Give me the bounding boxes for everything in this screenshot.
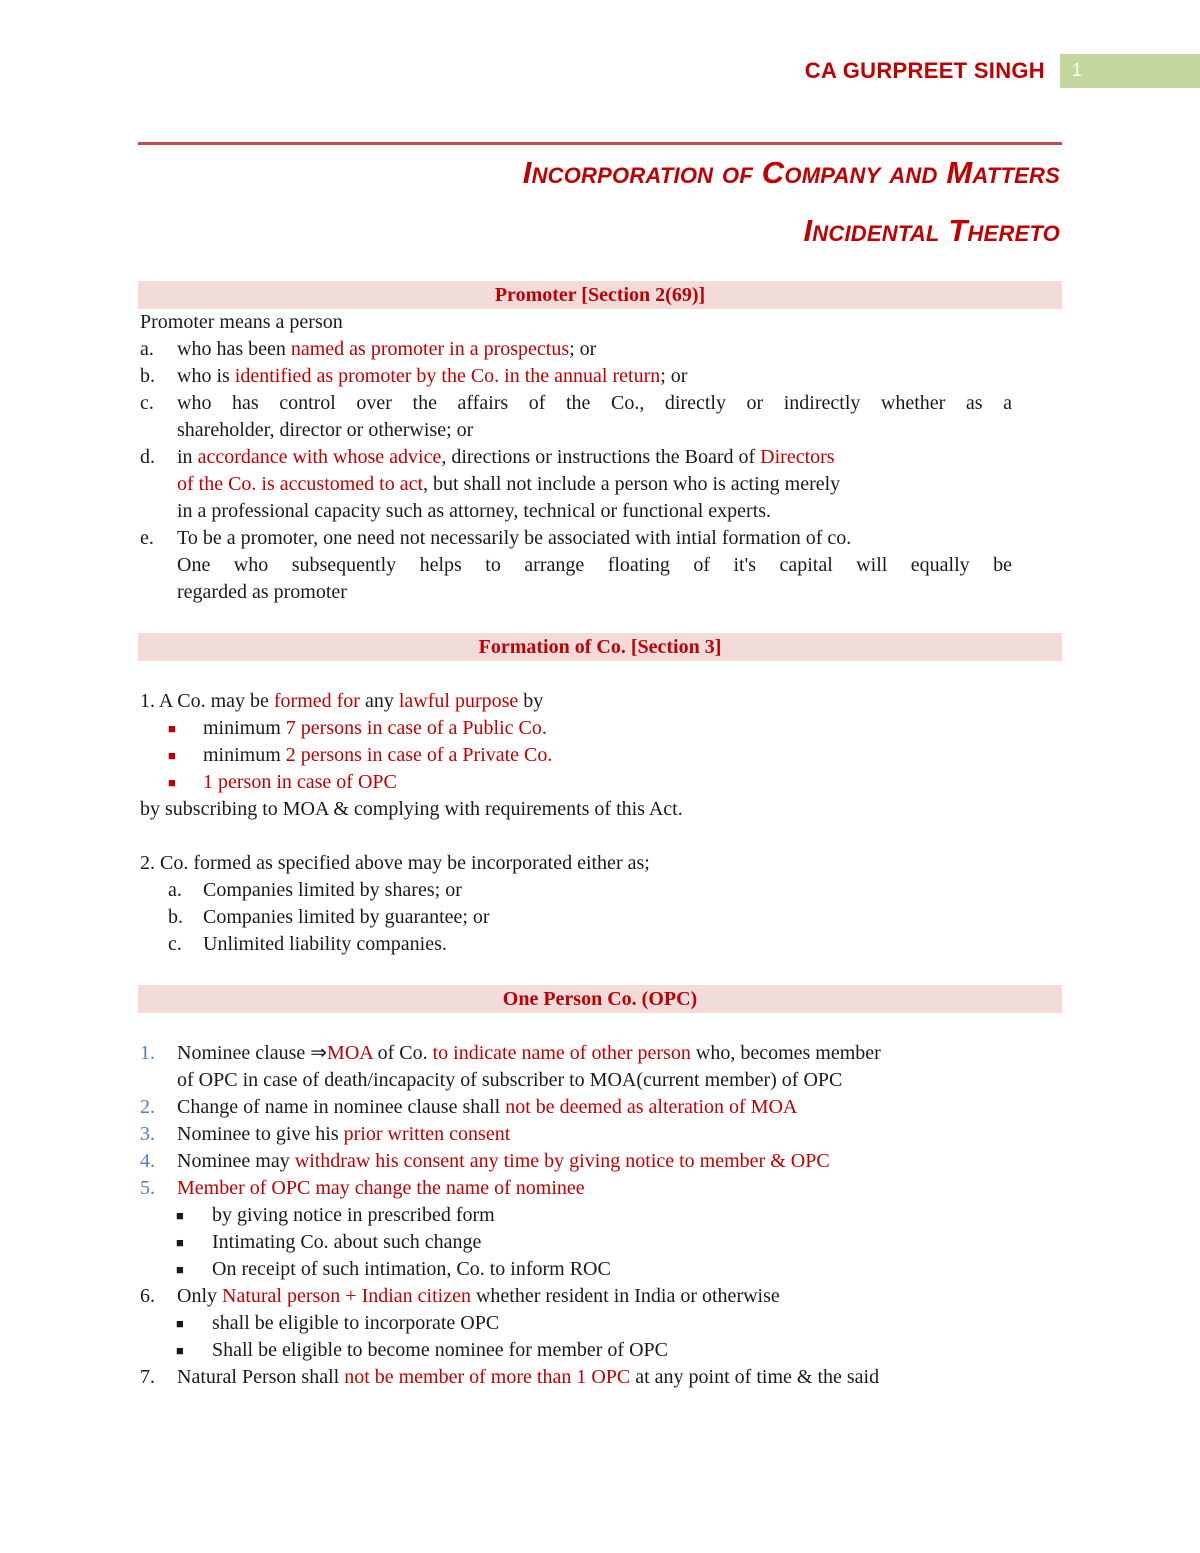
text-run-red: identified as promoter by the Co. in the annual return [234,365,661,387]
text-run: minimum [203,717,286,739]
bullet-text: by giving notice in prescribed form [212,1204,495,1226]
promoter-intro [140,309,1012,336]
text-run: whether resident in India or otherwise [470,1285,780,1307]
text-run: ; or [569,338,597,360]
item-text: One who subsequently helps to arrange floating of it's capital will equally be [177,554,1012,576]
header-author: CA GURPREET SINGH [804,58,1045,83]
text-run: at any point of time & the said [630,1366,880,1388]
text-run-red: of the Co. is accustomed to act [177,473,424,495]
item-text: shareholder, director or otherwise; or [177,419,474,441]
item-text [177,336,1012,363]
text-run-red: Directors [760,446,835,468]
text-run: Only [177,1285,222,1307]
item-number: 5. [140,1177,155,1199]
square-bullet-icon: ■ [176,1208,184,1223]
text-run-red: MOA [327,1042,373,1064]
promoter-item-d-cont2 [140,498,1012,525]
opc-item-6-bullet [140,1310,1060,1337]
text-run: who is [177,365,235,387]
square-bullet-icon: ■ [176,1316,184,1331]
item-marker: c. [168,933,182,955]
formation-bullet [140,769,1012,796]
item-number: 3. [140,1123,155,1145]
text-run: 2. Co. formed as specified above may be incorporated either as; [140,852,650,874]
text-run: minimum [203,744,286,766]
text-run-red: formed for [273,690,360,712]
formation-para-1-end [140,796,1012,823]
text-run: Nominee to give his [177,1123,344,1145]
text-run-red: accordance with whose advice [197,446,442,468]
item-marker: c. [140,392,154,414]
opc-item-4 [140,1148,1060,1175]
item-marker: a. [140,338,154,360]
square-bullet-icon: ■ [176,1343,184,1358]
promoter-item-a [140,336,1012,363]
formation-bullet [140,715,1012,742]
text-run: by [518,690,544,712]
text-run: who has been [177,338,291,360]
promoter-item-b [140,363,1012,390]
text-run-red: not be deemed as alteration of MOA [505,1096,798,1118]
page-number-box [1060,54,1200,88]
promoter-intro-text: Promoter means a person [140,311,343,333]
promoter-item-e-cont [140,552,1012,579]
item-text: in a professional capacity such as attorney, technical or functional experts. [177,500,772,522]
text-run: by subscribing to MOA & complying with requirements of this Act. [140,798,683,820]
item-number: 4. [140,1150,155,1172]
square-bullet-icon: ■ [168,775,176,790]
text-run-red: named as promoter in a prospectus [290,338,570,360]
item-marker: d. [140,446,155,468]
text-run: Change of name in nominee clause shall [177,1096,506,1118]
title-rule [138,142,1062,145]
item-number: 1. [140,1042,155,1064]
bullet-text: On receipt of such intimation, Co. to inform ROC [212,1258,611,1280]
opc-item-7 [140,1364,1060,1391]
text-run: ; or [660,365,688,387]
square-bullet-icon: ■ [176,1262,184,1277]
opc-item-3 [140,1121,1060,1148]
item-text: To be a promoter, one need not necessarily be associated with intial formation of co. [177,527,852,549]
opc-item-6-bullet [140,1337,1060,1364]
bullet-text: Shall be eligible to become nominee for member of OPC [212,1339,668,1361]
item-marker: b. [140,365,155,387]
opc-item-1-cont [140,1067,1060,1094]
text-run: Nominee clause ⇒ [177,1042,328,1064]
bullet-text: Intimating Co. about such change [212,1231,482,1253]
item-text: Companies limited by guarantee; or [203,906,490,928]
text-run: 1. A Co. may be [140,690,274,712]
text-run-red: to indicate name of other person [432,1042,691,1064]
title-line-2: Incidental Thereto [803,213,1060,248]
opc-item-2 [140,1094,1060,1121]
item-text [177,444,1012,471]
text-run-red: 7 persons in case of a Public Co. [285,717,547,739]
promoter-body [140,309,1012,606]
text-run: in [177,446,198,468]
text-run-red: not be member of more than 1 OPC [344,1366,631,1388]
promoter-item-d [140,444,1012,471]
opc-body [140,1040,1060,1391]
text-run: any [359,690,399,712]
formation-para-1 [140,688,1012,715]
text-run: , but shall not include a person who is acting merely [423,473,841,495]
text-run-red: Natural person + Indian citizen [222,1285,471,1307]
item-text: of OPC in case of death/incapacity of subscriber to MOA(current member) of OPC [177,1069,843,1091]
opc-item-5-bullet [140,1229,1060,1256]
item-text [177,1121,1060,1148]
item-text [177,363,1012,390]
item-marker: b. [168,906,183,928]
bullet-text [203,715,547,742]
bullet-text [203,742,552,769]
opc-item-6 [140,1283,1060,1310]
item-text: who has control over the affairs of the Co., directly or indirectly whether as a [177,392,1012,414]
formation-type [140,904,1012,931]
formation-type [140,931,1012,958]
promoter-item-c-cont [140,417,1012,444]
item-text [177,1283,1060,1310]
item-text [177,1148,1060,1175]
text-run: of Co. [372,1042,433,1064]
item-text [177,1040,1060,1067]
section-heading-formation: Formation of Co. [Section 3] [138,633,1062,661]
text-run-red: 1 person in case of OPC [203,771,397,793]
text-run: Natural Person shall [177,1366,345,1388]
text-run: Nominee may [177,1150,295,1172]
item-text [177,471,1012,498]
item-text: Member of OPC may change the name of nominee [177,1177,585,1199]
item-text: Unlimited liability companies. [203,933,447,955]
text-run-red: withdraw his consent any time by giving notice to member & OPC [294,1150,830,1172]
square-bullet-icon: ■ [168,748,176,763]
opc-item-5 [140,1175,1060,1202]
item-number: 2. [140,1096,155,1118]
opc-item-5-bullet [140,1202,1060,1229]
square-bullet-icon: ■ [168,721,176,736]
formation-para-2 [140,850,1012,877]
item-number: 7. [140,1366,155,1388]
promoter-item-c [140,390,1012,417]
promoter-item-e-cont2 [140,579,1012,606]
item-marker: e. [140,527,154,549]
text-run: , directions or instructions the Board of [441,446,761,468]
bullet-text: shall be eligible to incorporate OPC [212,1312,500,1334]
section-heading-promoter: Promoter [Section 2(69)] [138,281,1062,309]
square-bullet-icon: ■ [176,1235,184,1250]
formation-type [140,877,1012,904]
bullet-text [203,769,397,796]
text-run-red: 2 persons in case of a Private Co. [285,744,553,766]
formation-body [140,688,1012,958]
promoter-item-d-cont [140,471,1012,498]
text-run-red: prior written consent [343,1123,511,1145]
item-text [177,1364,1060,1391]
page-number: 1 [1072,60,1083,80]
text-run-red: lawful purpose [398,690,519,712]
formation-bullet [140,742,1012,769]
text-run: who, becomes member [690,1042,881,1064]
spacer [140,823,1012,850]
item-text: regarded as promoter [177,581,347,603]
item-marker: a. [168,879,182,901]
item-text: Companies limited by shares; or [203,879,462,901]
title-line-1: Incorporation of Company and Matters [522,155,1060,190]
opc-item-5-bullet [140,1256,1060,1283]
opc-item-1 [140,1040,1060,1067]
item-number: 6. [140,1285,155,1307]
promoter-item-e [140,525,1012,552]
item-text [177,1094,1060,1121]
section-heading-opc: One Person Co. (OPC) [138,985,1062,1013]
